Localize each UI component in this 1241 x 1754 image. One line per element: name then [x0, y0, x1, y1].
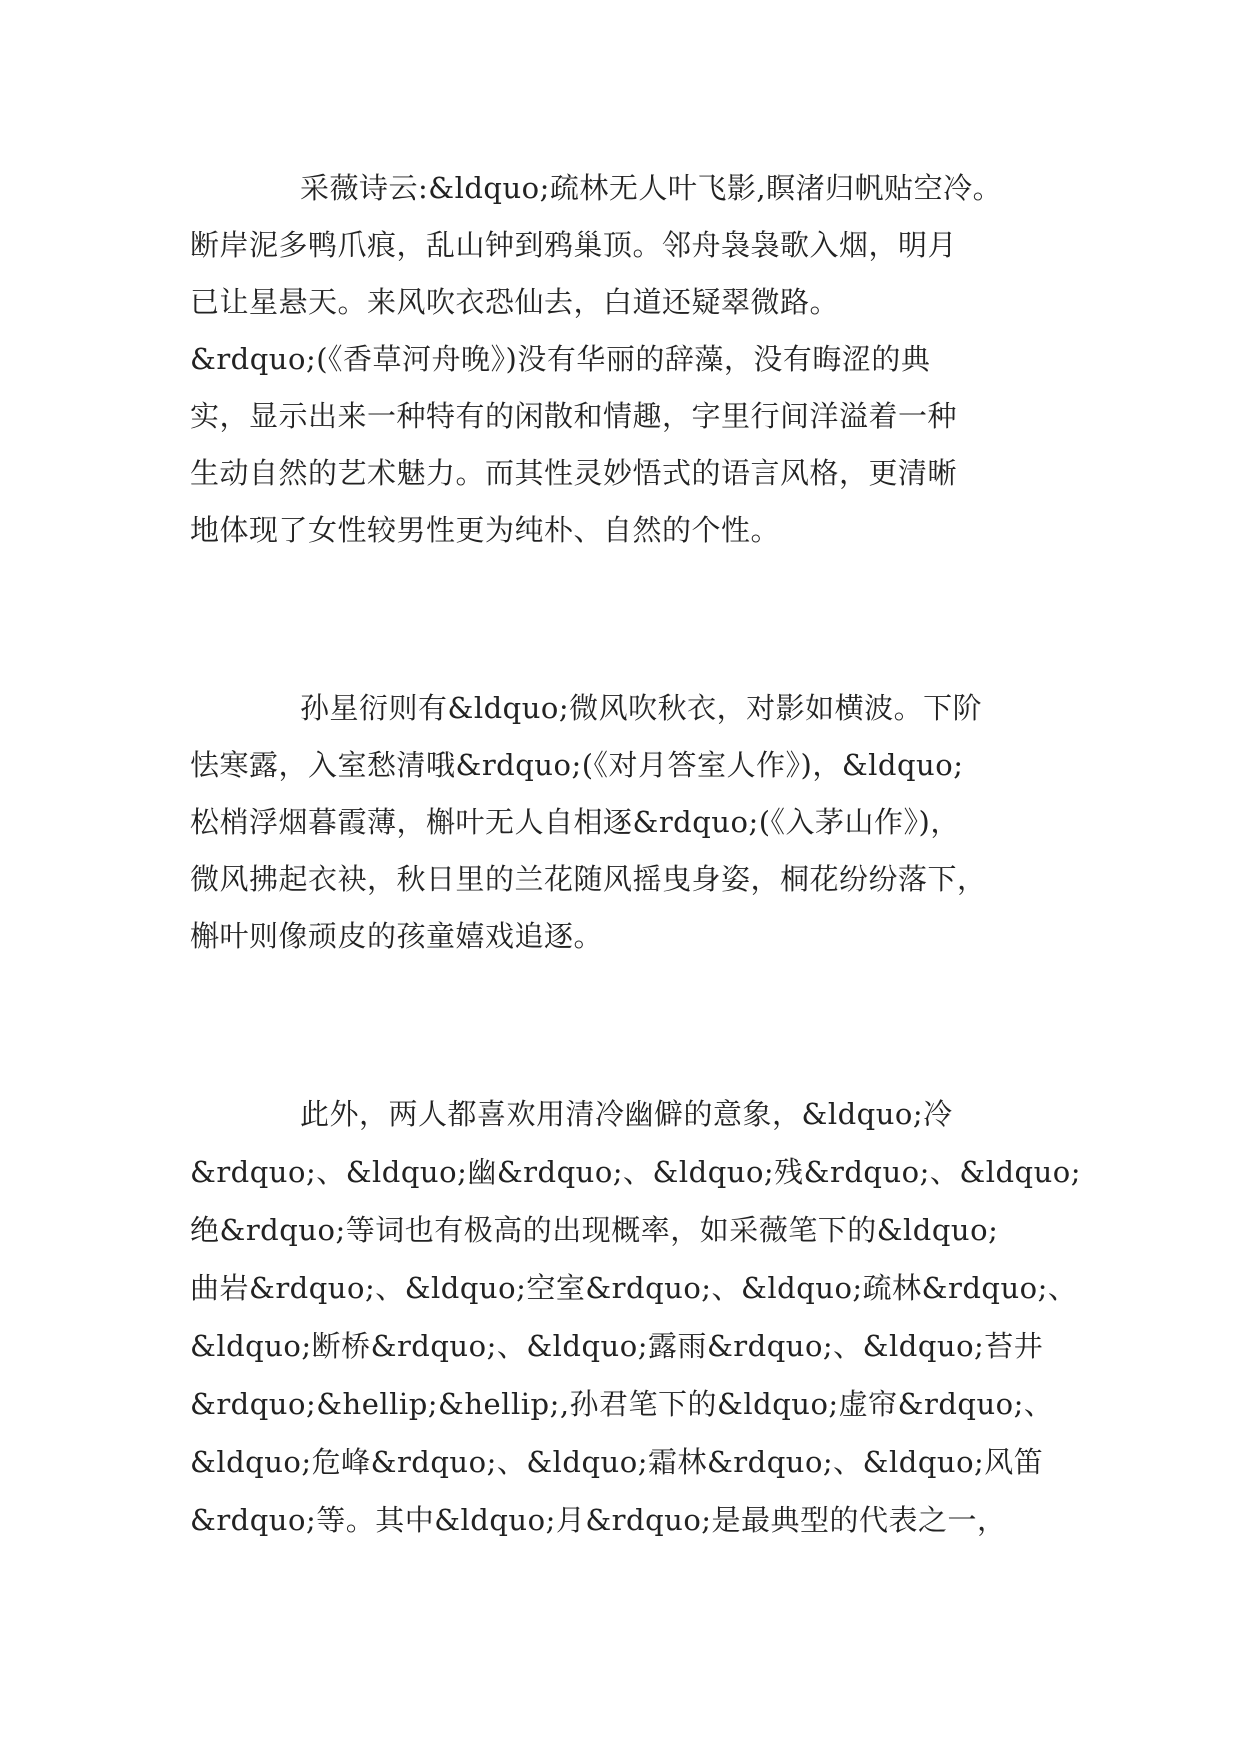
paragraph-line: 槲叶则像顽皮的孩童嬉戏追逐。 [190, 919, 604, 953]
paragraph-line: 绝&rdquo;等词也有极高的出现概率，如采薇笔下的&ldquo; [190, 1213, 999, 1247]
paragraph-line: 怯寒露，入室愁清哦&rdquo;(《对月答室人作》)，&ldquo; [190, 748, 964, 782]
paragraph-line: 孙星衍则有&ldquo;微风吹秋衣，对影如横波。下阶 [300, 691, 983, 725]
paragraph-line: &rdquo;等。其中&ldquo;月&rdquo;是最典型的代表之一， [190, 1503, 1007, 1537]
paragraph-line: &ldquo;危峰&rdquo;、&ldquo;霜林&rdquo;、&ldquo;风笛 [190, 1445, 1044, 1479]
paragraph-line: 已让星悬天。来风吹衣恐仙去，白道还疑翠微路。 [190, 285, 840, 319]
paragraph-line: 此外，两人都喜欢用清冷幽僻的意象，&ldquo;冷 [300, 1097, 953, 1131]
paragraph-line: 曲岩&rdquo;、&ldquo;空室&rdquo;、&ldquo;疏林&rdquo;、 [190, 1271, 1078, 1305]
paragraph-line: &rdquo;(《香草河舟晚》)没有华丽的辞藻，没有晦涩的典 [190, 342, 931, 376]
paragraph-line: &ldquo;断桥&rdquo;、&ldquo;露雨&rdquo;、&ldquo;苔井 [190, 1329, 1044, 1363]
paragraph-line: &rdquo;&hellip;&hellip;,孙君笔下的&ldquo;虚帘&rdquo;、 [190, 1387, 1054, 1421]
paragraph-line: 地体现了女性较男性更为纯朴、自然的个性。 [190, 513, 781, 547]
paragraph-line: 松梢浮烟暮霞薄，槲叶无人自相逐&rdquo;(《入茅山作》)， [190, 805, 960, 839]
paragraph-line: &rdquo;、&ldquo;幽&rdquo;、&ldquo;残&rdquo;、&ldquo; [190, 1155, 1082, 1189]
paragraph-line: 断岸泥多鸭爪痕，乱山钟到鸦巢顶。邻舟袅袅歌入烟，明月 [190, 228, 958, 262]
paragraph-line: 实，显示出来一种特有的闲散和情趣，字里行间洋溢着一种 [190, 399, 958, 433]
paragraph-line: 采薇诗云:&ldquo;疏林无人叶飞影,瞑渚归帆贴空冷。 [300, 171, 1003, 205]
paragraph-line: 微风拂起衣袂，秋日里的兰花随风摇曳身姿，桐花纷纷落下， [190, 862, 987, 896]
paragraph-line: 生动自然的艺术魅力。而其性灵妙悟式的语言风格，更清晰 [190, 456, 958, 490]
